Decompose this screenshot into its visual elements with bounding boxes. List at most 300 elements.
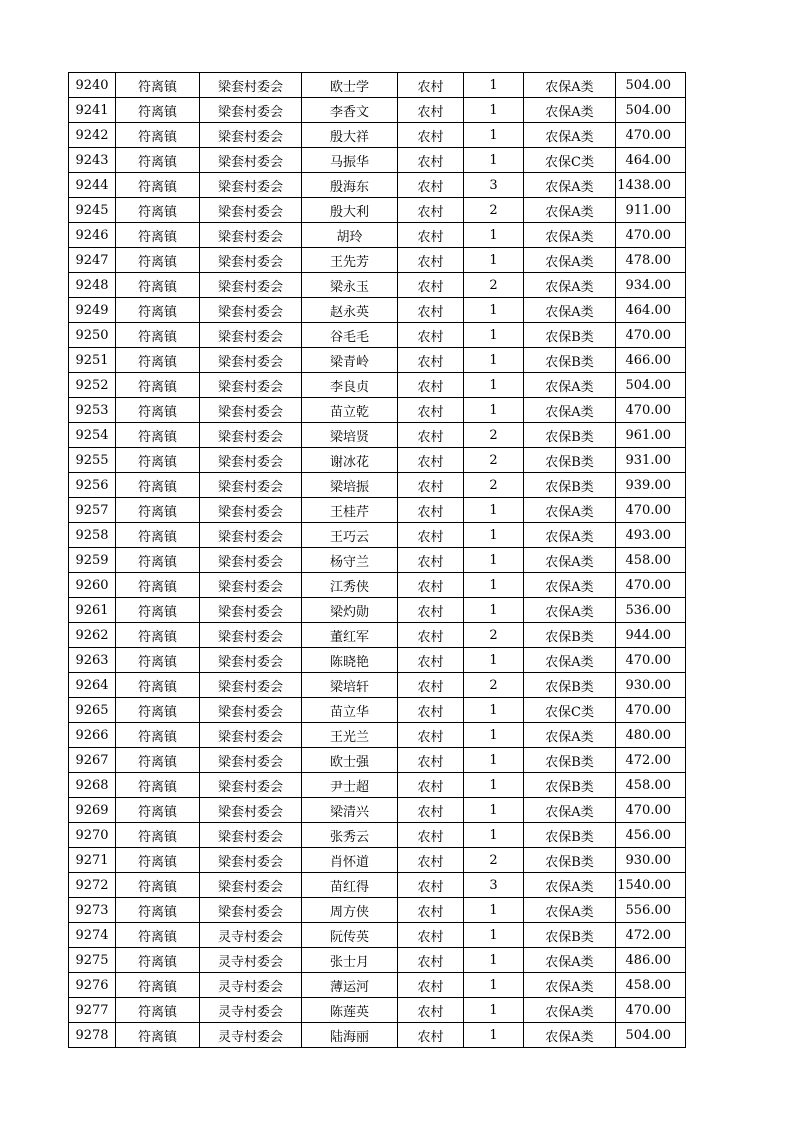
person-name-cell: 薄运河 (302, 973, 398, 998)
household-type-cell: 农村 (398, 273, 464, 298)
insurance-class-cell: 农保B类 (524, 623, 616, 648)
amount-cell: 934.00 (616, 273, 686, 298)
household-count-cell: 2 (464, 623, 524, 648)
village-committee-cell: 梁套村委会 (200, 623, 302, 648)
person-name-cell: 周方侠 (302, 898, 398, 923)
household-count-cell: 1 (464, 698, 524, 723)
household-type-cell: 农村 (398, 423, 464, 448)
village-committee-cell: 梁套村委会 (200, 473, 302, 498)
person-name-cell: 王桂芹 (302, 498, 398, 523)
household-count-cell: 1 (464, 98, 524, 123)
household-count-cell: 1 (464, 73, 524, 98)
insurance-class-cell: 农保B类 (524, 348, 616, 373)
record-id-cell: 9247 (69, 248, 116, 273)
village-committee-cell: 梁套村委会 (200, 123, 302, 148)
amount-cell: 911.00 (616, 198, 686, 223)
table-row (69, 498, 686, 523)
insurance-class-cell: 农保B类 (524, 773, 616, 798)
town-cell: 符离镇 (116, 498, 200, 523)
town-cell: 符离镇 (116, 248, 200, 273)
person-name-cell: 王光兰 (302, 723, 398, 748)
person-name-cell: 江秀侠 (302, 573, 398, 598)
village-committee-cell: 梁套村委会 (200, 423, 302, 448)
table-row (69, 373, 686, 398)
household-type-cell: 农村 (398, 523, 464, 548)
household-type-cell: 农村 (398, 248, 464, 273)
person-name-cell: 赵永英 (302, 298, 398, 323)
insurance-class-cell: 农保A类 (524, 298, 616, 323)
household-count-cell: 1 (464, 898, 524, 923)
record-id-cell: 9249 (69, 298, 116, 323)
record-id-cell: 9266 (69, 723, 116, 748)
household-type-cell: 农村 (398, 1023, 464, 1048)
person-name-cell: 王巧云 (302, 523, 398, 548)
household-count-cell: 1 (464, 523, 524, 548)
insurance-class-cell: 农保A类 (524, 898, 616, 923)
insurance-class-cell: 农保A类 (524, 1023, 616, 1048)
household-type-cell: 农村 (398, 498, 464, 523)
household-type-cell: 农村 (398, 923, 464, 948)
amount-cell: 486.00 (616, 948, 686, 973)
record-id-cell: 9269 (69, 798, 116, 823)
household-count-cell: 1 (464, 923, 524, 948)
town-cell: 符离镇 (116, 698, 200, 723)
household-type-cell: 农村 (398, 673, 464, 698)
household-type-cell: 农村 (398, 773, 464, 798)
amount-cell: 464.00 (616, 148, 686, 173)
village-committee-cell: 梁套村委会 (200, 373, 302, 398)
table-row (69, 323, 686, 348)
household-type-cell: 农村 (398, 998, 464, 1023)
insurance-class-cell: 农保A类 (524, 248, 616, 273)
town-cell: 符离镇 (116, 1023, 200, 1048)
insurance-class-cell: 农保A类 (524, 723, 616, 748)
village-committee-cell: 梁套村委会 (200, 673, 302, 698)
table-row (69, 898, 686, 923)
insurance-class-cell: 农保A类 (524, 798, 616, 823)
household-count-cell: 1 (464, 498, 524, 523)
person-name-cell: 梁灼勋 (302, 598, 398, 623)
table-row (69, 148, 686, 173)
table-row (69, 948, 686, 973)
town-cell: 符离镇 (116, 898, 200, 923)
insurance-class-cell: 农保A类 (524, 598, 616, 623)
amount-cell: 470.00 (616, 498, 686, 523)
insurance-class-cell: 农保B类 (524, 448, 616, 473)
person-name-cell: 阮传英 (302, 923, 398, 948)
insurance-class-cell: 农保A类 (524, 198, 616, 223)
table-row (69, 998, 686, 1023)
village-committee-cell: 梁套村委会 (200, 398, 302, 423)
amount-cell: 458.00 (616, 773, 686, 798)
table-row (69, 273, 686, 298)
table-row (69, 623, 686, 648)
insurance-class-cell: 农保A类 (524, 373, 616, 398)
insurance-class-cell: 农保B类 (524, 923, 616, 948)
household-count-cell: 1 (464, 398, 524, 423)
table-row (69, 73, 686, 98)
village-committee-cell: 梁套村委会 (200, 173, 302, 198)
person-name-cell: 谷毛毛 (302, 323, 398, 348)
village-committee-cell: 梁套村委会 (200, 548, 302, 573)
amount-cell: 931.00 (616, 448, 686, 473)
amount-cell: 478.00 (616, 248, 686, 273)
amount-cell: 464.00 (616, 298, 686, 323)
household-type-cell: 农村 (398, 173, 464, 198)
amount-cell: 470.00 (616, 648, 686, 673)
record-id-cell: 9245 (69, 198, 116, 223)
household-type-cell: 农村 (398, 148, 464, 173)
amount-cell: 470.00 (616, 573, 686, 598)
household-count-cell: 2 (464, 673, 524, 698)
amount-cell: 930.00 (616, 848, 686, 873)
table-row (69, 823, 686, 848)
town-cell: 符离镇 (116, 523, 200, 548)
person-name-cell: 梁青岭 (302, 348, 398, 373)
record-id-cell: 9258 (69, 523, 116, 548)
village-committee-cell: 灵寺村委会 (200, 973, 302, 998)
table-row (69, 223, 686, 248)
household-count-cell: 3 (464, 173, 524, 198)
record-id-cell: 9278 (69, 1023, 116, 1048)
record-id-cell: 9253 (69, 398, 116, 423)
village-committee-cell: 灵寺村委会 (200, 948, 302, 973)
record-id-cell: 9273 (69, 898, 116, 923)
household-type-cell: 农村 (398, 373, 464, 398)
table-row (69, 98, 686, 123)
amount-cell: 470.00 (616, 798, 686, 823)
village-committee-cell: 梁套村委会 (200, 448, 302, 473)
town-cell: 符离镇 (116, 98, 200, 123)
insurance-class-cell: 农保A类 (524, 498, 616, 523)
insurance-class-cell: 农保A类 (524, 948, 616, 973)
record-id-cell: 9264 (69, 673, 116, 698)
insurance-class-cell: 农保B类 (524, 748, 616, 773)
record-id-cell: 9240 (69, 73, 116, 98)
household-count-cell: 1 (464, 798, 524, 823)
amount-cell: 470.00 (616, 998, 686, 1023)
table-row (69, 648, 686, 673)
household-type-cell: 农村 (398, 723, 464, 748)
village-committee-cell: 梁套村委会 (200, 248, 302, 273)
record-id-cell: 9248 (69, 273, 116, 298)
town-cell: 符离镇 (116, 323, 200, 348)
household-count-cell: 3 (464, 873, 524, 898)
household-count-cell: 1 (464, 648, 524, 673)
table-row (69, 748, 686, 773)
table-row (69, 173, 686, 198)
amount-cell: 470.00 (616, 223, 686, 248)
insurance-class-cell: 农保A类 (524, 223, 616, 248)
table-row (69, 598, 686, 623)
town-cell: 符离镇 (116, 848, 200, 873)
village-committee-cell: 梁套村委会 (200, 348, 302, 373)
village-committee-cell: 梁套村委会 (200, 148, 302, 173)
insurance-class-cell: 农保A类 (524, 973, 616, 998)
town-cell: 符离镇 (116, 673, 200, 698)
insurance-class-cell: 农保A类 (524, 98, 616, 123)
table-row (69, 698, 686, 723)
amount-cell: 472.00 (616, 923, 686, 948)
insurance-class-cell: 农保A类 (524, 173, 616, 198)
person-name-cell: 肖怀道 (302, 848, 398, 873)
household-type-cell: 农村 (398, 648, 464, 673)
person-name-cell: 苗立华 (302, 698, 398, 723)
record-id-cell: 9268 (69, 773, 116, 798)
town-cell: 符离镇 (116, 823, 200, 848)
household-count-cell: 1 (464, 248, 524, 273)
village-committee-cell: 梁套村委会 (200, 73, 302, 98)
person-name-cell: 杨守兰 (302, 548, 398, 573)
table-row (69, 298, 686, 323)
household-type-cell: 农村 (398, 348, 464, 373)
village-committee-cell: 梁套村委会 (200, 873, 302, 898)
table-row (69, 398, 686, 423)
table-body (69, 73, 686, 1048)
household-count-cell: 2 (464, 448, 524, 473)
amount-cell: 472.00 (616, 748, 686, 773)
village-committee-cell: 梁套村委会 (200, 598, 302, 623)
person-name-cell: 董红军 (302, 623, 398, 648)
household-type-cell: 农村 (398, 123, 464, 148)
person-name-cell: 尹士超 (302, 773, 398, 798)
table-row (69, 573, 686, 598)
person-name-cell: 殷海东 (302, 173, 398, 198)
person-name-cell: 梁培轩 (302, 673, 398, 698)
record-id-cell: 9243 (69, 148, 116, 173)
person-name-cell: 梁培贤 (302, 423, 398, 448)
town-cell: 符离镇 (116, 398, 200, 423)
village-committee-cell: 梁套村委会 (200, 298, 302, 323)
village-committee-cell: 梁套村委会 (200, 823, 302, 848)
table-row (69, 423, 686, 448)
town-cell: 符离镇 (116, 873, 200, 898)
household-count-cell: 1 (464, 1023, 524, 1048)
amount-cell: 470.00 (616, 698, 686, 723)
household-type-cell: 农村 (398, 873, 464, 898)
amount-cell: 504.00 (616, 1023, 686, 1048)
household-type-cell: 农村 (398, 448, 464, 473)
village-committee-cell: 灵寺村委会 (200, 1023, 302, 1048)
insurance-class-cell: 农保A类 (524, 398, 616, 423)
household-count-cell: 1 (464, 223, 524, 248)
table-row (69, 348, 686, 373)
village-committee-cell: 梁套村委会 (200, 723, 302, 748)
town-cell: 符离镇 (116, 723, 200, 748)
village-committee-cell: 梁套村委会 (200, 848, 302, 873)
amount-cell: 470.00 (616, 398, 686, 423)
household-type-cell: 农村 (398, 898, 464, 923)
town-cell: 符离镇 (116, 598, 200, 623)
household-count-cell: 1 (464, 573, 524, 598)
table-row (69, 1023, 686, 1048)
table-row (69, 448, 686, 473)
record-id-cell: 9246 (69, 223, 116, 248)
household-type-cell: 农村 (398, 198, 464, 223)
amount-cell: 536.00 (616, 598, 686, 623)
village-committee-cell: 梁套村委会 (200, 698, 302, 723)
amount-cell: 556.00 (616, 898, 686, 923)
amount-cell: 1540.00 (616, 873, 686, 898)
amount-cell: 456.00 (616, 823, 686, 848)
village-committee-cell: 梁套村委会 (200, 898, 302, 923)
records-table (68, 72, 686, 1048)
amount-cell: 458.00 (616, 548, 686, 573)
record-id-cell: 9252 (69, 373, 116, 398)
household-count-cell: 1 (464, 298, 524, 323)
town-cell: 符离镇 (116, 773, 200, 798)
town-cell: 符离镇 (116, 348, 200, 373)
town-cell: 符离镇 (116, 648, 200, 673)
village-committee-cell: 梁套村委会 (200, 648, 302, 673)
village-committee-cell: 梁套村委会 (200, 523, 302, 548)
amount-cell: 504.00 (616, 98, 686, 123)
town-cell: 符离镇 (116, 273, 200, 298)
household-type-cell: 农村 (398, 73, 464, 98)
insurance-class-cell: 农保B类 (524, 673, 616, 698)
record-id-cell: 9263 (69, 648, 116, 673)
amount-cell: 944.00 (616, 623, 686, 648)
town-cell: 符离镇 (116, 798, 200, 823)
record-id-cell: 9267 (69, 748, 116, 773)
person-name-cell: 李良贞 (302, 373, 398, 398)
record-id-cell: 9255 (69, 448, 116, 473)
table-row (69, 873, 686, 898)
town-cell: 符离镇 (116, 423, 200, 448)
insurance-class-cell: 农保A类 (524, 873, 616, 898)
table-row (69, 523, 686, 548)
village-committee-cell: 梁套村委会 (200, 98, 302, 123)
person-name-cell: 欧士强 (302, 748, 398, 773)
village-committee-cell: 梁套村委会 (200, 748, 302, 773)
insurance-class-cell: 农保A类 (524, 648, 616, 673)
record-id-cell: 9261 (69, 598, 116, 623)
table-row (69, 723, 686, 748)
person-name-cell: 王先芳 (302, 248, 398, 273)
record-id-cell: 9265 (69, 698, 116, 723)
village-committee-cell: 梁套村委会 (200, 798, 302, 823)
insurance-class-cell: 农保C类 (524, 698, 616, 723)
insurance-class-cell: 农保A类 (524, 73, 616, 98)
household-type-cell: 农村 (398, 398, 464, 423)
town-cell: 符离镇 (116, 948, 200, 973)
amount-cell: 458.00 (616, 973, 686, 998)
table-row (69, 673, 686, 698)
amount-cell: 504.00 (616, 73, 686, 98)
household-count-cell: 1 (464, 548, 524, 573)
record-id-cell: 9275 (69, 948, 116, 973)
insurance-class-cell: 农保A类 (524, 123, 616, 148)
village-committee-cell: 梁套村委会 (200, 773, 302, 798)
town-cell: 符离镇 (116, 373, 200, 398)
household-count-cell: 1 (464, 348, 524, 373)
amount-cell: 930.00 (616, 673, 686, 698)
household-count-cell: 1 (464, 998, 524, 1023)
household-count-cell: 1 (464, 723, 524, 748)
household-count-cell: 2 (464, 848, 524, 873)
town-cell: 符离镇 (116, 173, 200, 198)
table-row (69, 848, 686, 873)
insurance-class-cell: 农保A类 (524, 523, 616, 548)
town-cell: 符离镇 (116, 548, 200, 573)
person-name-cell: 梁永玉 (302, 273, 398, 298)
household-count-cell: 1 (464, 948, 524, 973)
household-type-cell: 农村 (398, 223, 464, 248)
record-id-cell: 9256 (69, 473, 116, 498)
household-count-cell: 2 (464, 423, 524, 448)
table-row (69, 973, 686, 998)
insurance-class-cell: 农保B类 (524, 473, 616, 498)
household-type-cell: 农村 (398, 598, 464, 623)
town-cell: 符离镇 (116, 923, 200, 948)
village-committee-cell: 梁套村委会 (200, 223, 302, 248)
record-id-cell: 9270 (69, 823, 116, 848)
amount-cell: 470.00 (616, 123, 686, 148)
household-type-cell: 农村 (398, 823, 464, 848)
village-committee-cell: 梁套村委会 (200, 198, 302, 223)
village-committee-cell: 梁套村委会 (200, 498, 302, 523)
insurance-class-cell: 农保B类 (524, 848, 616, 873)
table-row (69, 773, 686, 798)
town-cell: 符离镇 (116, 748, 200, 773)
record-id-cell: 9271 (69, 848, 116, 873)
household-type-cell: 农村 (398, 573, 464, 598)
record-id-cell: 9277 (69, 998, 116, 1023)
household-type-cell: 农村 (398, 698, 464, 723)
person-name-cell: 陈晓艳 (302, 648, 398, 673)
person-name-cell: 陈莲英 (302, 998, 398, 1023)
town-cell: 符离镇 (116, 298, 200, 323)
person-name-cell: 胡玲 (302, 223, 398, 248)
insurance-class-cell: 农保B类 (524, 823, 616, 848)
person-name-cell: 欧士学 (302, 73, 398, 98)
household-count-cell: 1 (464, 373, 524, 398)
household-type-cell: 农村 (398, 98, 464, 123)
insurance-class-cell: 农保A类 (524, 273, 616, 298)
person-name-cell: 李香文 (302, 98, 398, 123)
amount-cell: 466.00 (616, 348, 686, 373)
person-name-cell: 张秀云 (302, 823, 398, 848)
person-name-cell: 梁清兴 (302, 798, 398, 823)
household-type-cell: 农村 (398, 973, 464, 998)
amount-cell: 480.00 (616, 723, 686, 748)
table-row (69, 198, 686, 223)
person-name-cell: 张士月 (302, 948, 398, 973)
town-cell: 符离镇 (116, 623, 200, 648)
table-row (69, 798, 686, 823)
household-type-cell: 农村 (398, 848, 464, 873)
household-count-cell: 1 (464, 123, 524, 148)
person-name-cell: 苗立乾 (302, 398, 398, 423)
town-cell: 符离镇 (116, 223, 200, 248)
record-id-cell: 9262 (69, 623, 116, 648)
table-row (69, 923, 686, 948)
household-count-cell: 2 (464, 198, 524, 223)
insurance-class-cell: 农保C类 (524, 148, 616, 173)
household-count-cell: 2 (464, 273, 524, 298)
village-committee-cell: 梁套村委会 (200, 323, 302, 348)
amount-cell: 493.00 (616, 523, 686, 548)
record-id-cell: 9242 (69, 123, 116, 148)
household-count-cell: 1 (464, 973, 524, 998)
amount-cell: 939.00 (616, 473, 686, 498)
household-count-cell: 1 (464, 148, 524, 173)
record-id-cell: 9254 (69, 423, 116, 448)
insurance-class-cell: 农保A类 (524, 998, 616, 1023)
record-id-cell: 9259 (69, 548, 116, 573)
town-cell: 符离镇 (116, 473, 200, 498)
town-cell: 符离镇 (116, 123, 200, 148)
